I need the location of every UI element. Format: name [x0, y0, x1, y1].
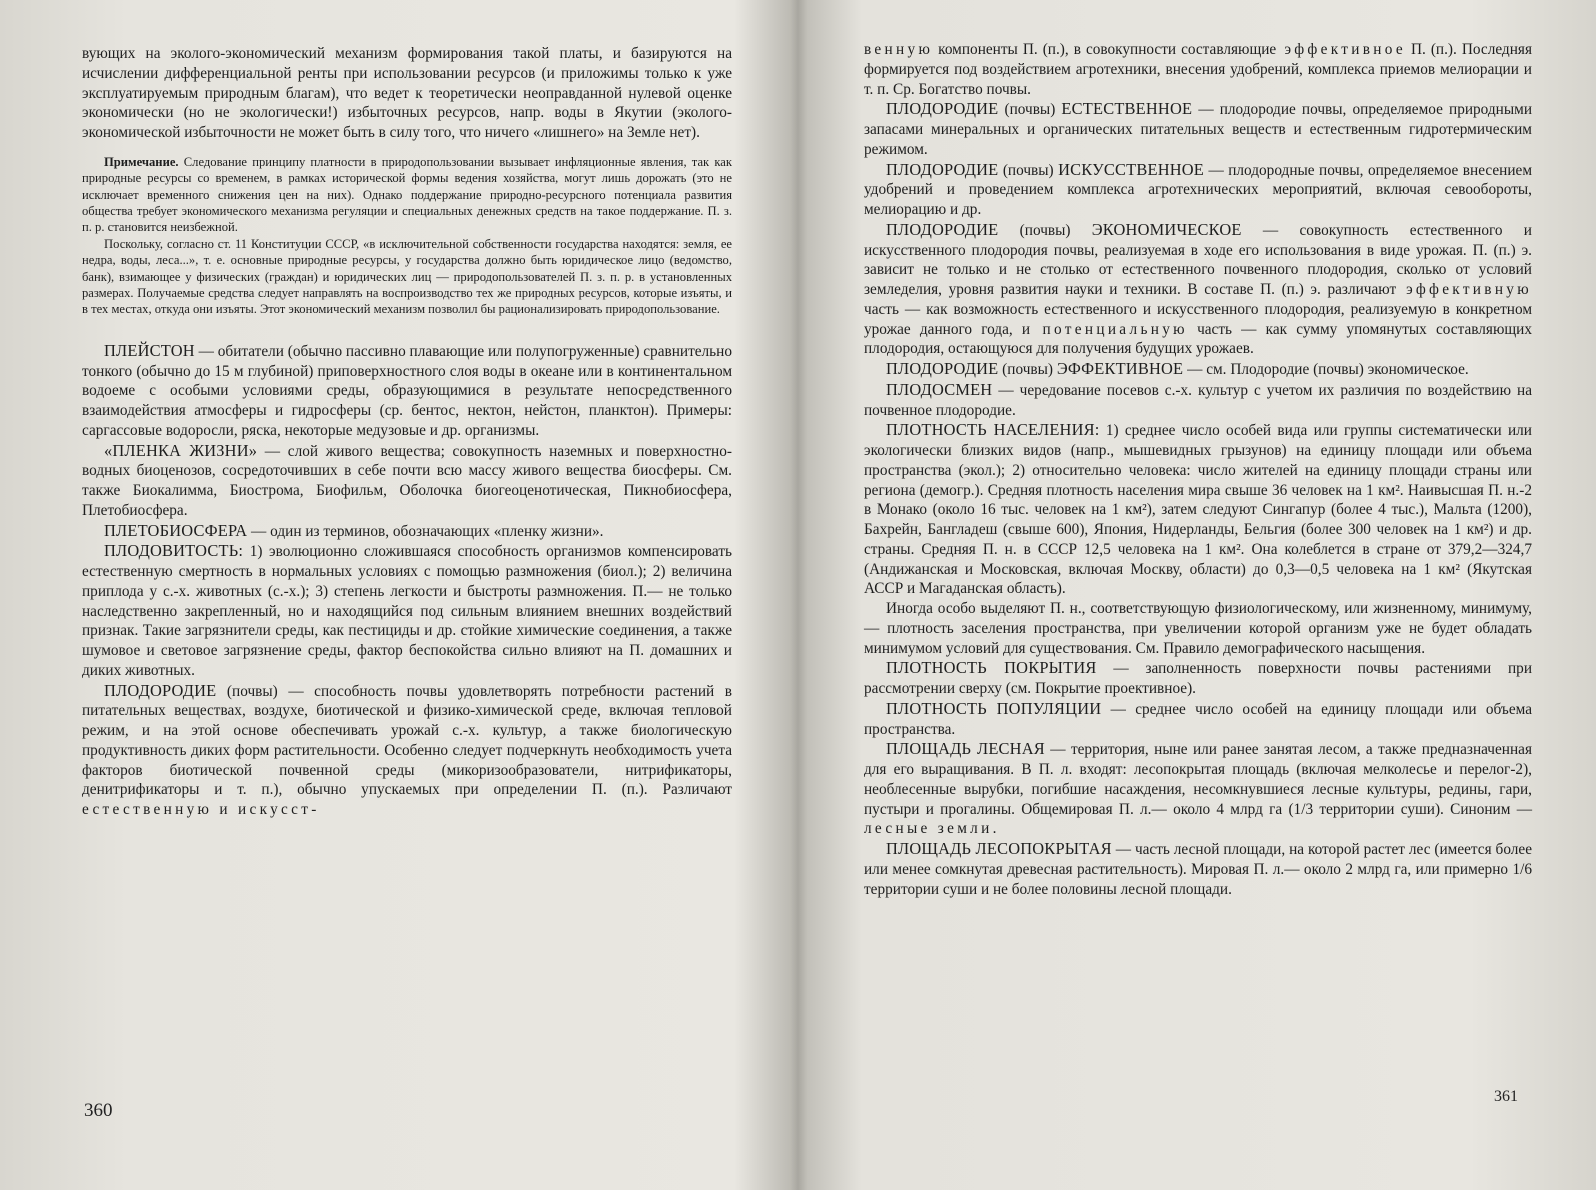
term-plodovitost: ПЛОДОВИТОСТЬ:	[104, 541, 244, 561]
term-ploshchad-lesopokrytaya: ПЛОЩАДЬ ЛЕСОПОКРЫТАЯ	[886, 839, 1112, 858]
term-plotnost-naseleniya: ПЛОТНОСТЬ НАСЕЛЕНИЯ:	[886, 420, 1100, 440]
cont-spaced-2: эффективное	[1276, 41, 1406, 58]
entry-plotnost-naseleniya	[864, 420, 1532, 599]
term-plodosmen: ПЛОДОСМЕН	[886, 379, 993, 399]
note-text-1: Следование принципу платности в природопользовании вызывает инфляционные явления, так как природные ресурсы со временем, в рамках исторической формы ведения хозяйства, могут лишь дорожать (это не исключает временного снижения цен на них). Однако поддержание природно-ресурсного потенциала развития общества требует экономического механизма регуляции и специальных денежных средств на такое поддержание. П. з. п. р. становится неизбежной.	[82, 154, 732, 235]
entry-plotnost-pokrytiya	[864, 658, 1532, 699]
text-effekt: — см. Плодородие (почвы) экономическое.	[1183, 361, 1469, 378]
term-plodorodie: ПЛОДОРОДИЕ	[104, 680, 217, 700]
entry-plodovitost	[82, 541, 732, 680]
text-iskusstv: — плодородные почвы, определяемое внесением удобрений и проведением комплекса агротехнических мероприятий, включая севообороты, мелиорацию и др.	[864, 161, 1532, 218]
text-econom-2: часть — как возможность естественного и искусственного плодородия, реализуемую в конкретном урожае данного года, и	[864, 300, 1532, 338]
text-plodorodie-spaced: естественную и искусст-	[82, 801, 320, 819]
left-page	[82, 44, 732, 820]
term-iskusstv-sub: (почвы)	[998, 161, 1059, 179]
term-econom-2: ЭКОНОМИЧЕСКОЕ	[1091, 219, 1242, 239]
note-paragraph-2: Поскольку, согласно ст. 11 Конституции СССР, «в исключительной собственности государства находятся: земля, ее недра, воды, леса...», т. е. основные природные ресурсы, у государства должно быть юридическое лицо (ведомство, банк), взимающее у физических (граждан) и юридических лиц — природопользователей П. з. п. р. в установленных размерах. Получаемые средства следует направлять на воспроизводство тех же природных ресурсов, которые изъяты, и в тех местах, откуда они изъяты. Этот экономический механизм позволил бы рационализировать природопользование.	[82, 236, 732, 317]
term-effekt-sub: (почвы)	[998, 361, 1057, 378]
term-econom: ПЛОДОРОДИЕ	[886, 219, 999, 239]
text-pleiston: — обитатели (обычно пассивно плавающие или полупогруженные) сравнительно тонкого (обычно до 15 м глубиной) приповерхностного слоя воды в океане или в континентальном водоеме с особыми условиями среды, образующимися в результате непосредственного взаимодействия атмосферы и гидросферы (ср. бентос, нектон, нейстон, планктон). Примеры: саргассовые водоросли, ряска, некоторые медузовые и др. организмы.	[82, 342, 732, 439]
entry-plodorodie	[82, 681, 732, 820]
text-econom-3: часть — как сумму упомянутых составляющих плодородия, остающуюся для получения будущих урожаев.	[864, 320, 1532, 358]
term-estestv: ПЛОДОРОДИЕ	[886, 99, 999, 119]
entry-pleiston	[82, 341, 732, 441]
lesnaya-spaced: лесные земли.	[864, 820, 1000, 838]
continuation-paragraph	[864, 40, 1532, 99]
term-plodorodie-sub: (почвы)	[216, 682, 278, 700]
econom-spaced-2: потенциальную	[1030, 320, 1188, 338]
page-number-right: 361	[1494, 1088, 1518, 1105]
text-plotnost-pokrytiya: — заполненность поверхности почвы растениями при рассмотрении сверху (см. Покрытие проективное).	[864, 660, 1533, 697]
entry-pletobiosfera	[82, 521, 732, 542]
entry-plenka-zhizni	[82, 441, 732, 521]
entry-plodorodie-effektivnoe	[864, 359, 1532, 380]
text-plodorodie: — способность почвы удовлетворять потребности растений в питательных веществах, воздухе, биотической и физико-химической среде, включая тепловой режим, и на этой основе обеспечивать урожай с.-х. культур, а также биологическую продуктивность диких форм растительности. Особенно следует подчеркнуть необходимость учета факторов биотической почвенной среды (микоризообразователи, нитрификаторы, денитрификаторы и т. п.), обычно упускаемых при определении П. (п.). Различают	[82, 682, 732, 799]
text-plodosmen: — чередование посевов с.-х. культур с учетом их различия по воздействию на почвенное плодородие.	[864, 381, 1532, 419]
term-estestv-sub: (почвы)	[998, 101, 1062, 119]
term-iskusstv: ПЛОДОРОДИЕ	[886, 159, 999, 179]
cont-text-2: П. (п.). Последняя формируется под воздействием агротехники, внесения удобрений, комплекса приемов мелиорации и т. п. Ср. Богатство почвы.	[864, 41, 1532, 98]
cont-text-1: компоненты П. (п.), в совокупности составляющие	[933, 41, 1277, 58]
text-ploshchad-lesnaya: — территория, ныне или ранее занятая лесом, а также предназначенная для его выращивания. В П. л. входят: лесопокрытая площадь (включая мелколесье и перелог-2), необлесенные вырубки, погибшие насаждения, несомкнувшиеся лесные культуры, редины, гари, пустыри и прогалины. Общемировая П. л.— около 4 млрд га (1/3 территории суши). Синоним —	[864, 741, 1532, 818]
entry-ploshchad-lesnaya	[864, 739, 1532, 839]
term-pleiston: ПЛЕЙСТОН	[104, 340, 195, 360]
entry-plodorodie-iskusstvennoe	[864, 160, 1532, 220]
term-plotnost-populyacii: ПЛОТНОСТЬ ПОПУЛЯЦИИ	[886, 698, 1102, 718]
note-paragraph-1	[82, 154, 732, 236]
paragraph-plotnost-naseleniya-2: Иногда особо выделяют П. н., соответствующую физиологическому, или жизненному, минимуму,— плотность заселения пространства, при увеличении которой организм уже не будет обладать минимумом условий для существования. См. Правило демографического насыщения.	[864, 600, 1532, 657]
term-effekt-2: ЭФФЕКТИВНОЕ	[1056, 359, 1184, 378]
term-econom-sub: (почвы)	[998, 221, 1092, 239]
text-ploshchad-lesopokrytaya: — часть лесной площади, на которой растет лес (имеется более или менее сомкнутая древесная растительность). Мировая П. л.— около 2 млрд га, или примерно 1/6 территории суши и не более половины лесной площади.	[864, 841, 1532, 898]
term-effekt: ПЛОДОРОДИЕ	[886, 359, 999, 378]
text-econom: — совокупность естественного и искусственного плодородия почвы, реализуемая в ходе его использования в виде урожая. П. (п.) э. зависит не только и не столько от естественного почвенного плодородия, сколько от условий земледелия, уровня развития науки и техники. В составе П. (п.) э. различают	[864, 221, 1532, 298]
page-number-left: 360	[84, 1100, 113, 1121]
right-page	[864, 40, 1532, 899]
text-plotnost-populyacii: — среднее число особей на единицу площади или объема пространства.	[864, 700, 1532, 738]
term-estestv-2: ЕСТЕСТВЕННОЕ	[1061, 99, 1193, 119]
term-iskusstv-2: ИСКУССТВЕННОЕ	[1058, 159, 1205, 179]
entry-plodorodie-estestvennoe	[864, 99, 1532, 159]
entry-plotnost-populyacii	[864, 699, 1532, 740]
cont-spaced-1: венную	[864, 41, 934, 58]
text-pletobiosfera: — один из терминов, обозначающих «пленку жизни».	[247, 522, 604, 540]
entry-ploshchad-lesopokrytaya	[864, 839, 1532, 899]
term-plotnost-pokrytiya: ПЛОТНОСТЬ ПОКРЫТИЯ	[886, 658, 1097, 678]
intro-paragraph: вующих на эколого-экономический механизм формирования такой платы, и базируются на исчислении дифференциальной ренты при использовании ресурсов (и приложимы только к уже эксплуатируемым природным благам), что ведет к теоретически неоправданной нулевой оценке экономически (но не экологически!) избыточных ресурсов, напр. воды в Якутии (эколого-экономической избыточности не может быть в силу того, что ничего «лишнего» на Земле нет).	[82, 45, 732, 141]
note-label: Примечание.	[104, 154, 179, 169]
econom-spaced-1: эффективную	[1396, 281, 1532, 298]
text-plotnost-naseleniya: 1) среднее число особей вида или группы систематически или экологически близких видов (напр., мышевидных грызунов) на единицу площади или объема пространства (экол.); 2) относительно человека: число жителей на единицу площади страны или региона (демогр.). Средняя плотность населения мира свыше 36 человек на 1 км². Наивысшая П. н.-2 в Монако (около 16 тыс. человек на 1 км²), затем следуют Сингапур (более 4 тыс.), Мальта (1200), Бахрейн, Бангладеш (свыше 600), Япония, Нидерланды, Бельгия (более 300 человек на 1 км²) и др. страны. Средняя П. н. в СССР 12,5 человека на 1 км². Она колеблется в стране от 379,2—324,7 (Андижанская и Московская, включая Москву, области) до 0,3—0,5 человека на 1 км² (Якутская АССР и Магаданская область).	[864, 422, 1532, 598]
note-block	[82, 154, 732, 318]
entry-plodosmen	[864, 380, 1532, 421]
term-pletobiosfera: ПЛЕТОБИОСФЕРА	[104, 520, 248, 540]
term-ploshchad-lesnaya: ПЛОЩАДЬ ЛЕСНАЯ	[886, 739, 1045, 759]
text-plodovitost: 1) эволюционно сложившаяся способность организмов компенсировать естественную смертность в нормальных условиях с помощью размножения (биол.); 2) величина приплода у с.-х. животных (с.-х.); 3) степень легкости и быстроты размножения. П.— не только наследственно закрепленный, но и находящийся под сильным влиянием внешних воздействий признак. Такие загрязнители среды, как пестициды и др. стойкие химические соединения, а также шумовое и световое загрязнение среды, фактор беспокойства сильно влияют на П. домашних и диких животных.	[82, 543, 732, 679]
entry-plodorodie-ekonomicheskoe	[864, 220, 1532, 359]
text-plenka-zhizni: — слой живого вещества; совокупность наземных и поверхностно-водных биоценозов, сосредоточивших в себе почти всю массу живого вещества биосферы. См. также Биокалимма, Биострома, Биофильм, Оболочка биогеоценотическая, Пикнобиосфера, Плетобиосфера.	[82, 442, 732, 519]
text-estestv: — плодородие почвы, определяемое природными запасами минеральных и органических питательных веществ и естественным гидротермическим режимом.	[864, 101, 1532, 158]
term-plenka-zhizni: «ПЛЕНКА ЖИЗНИ»	[104, 440, 258, 460]
